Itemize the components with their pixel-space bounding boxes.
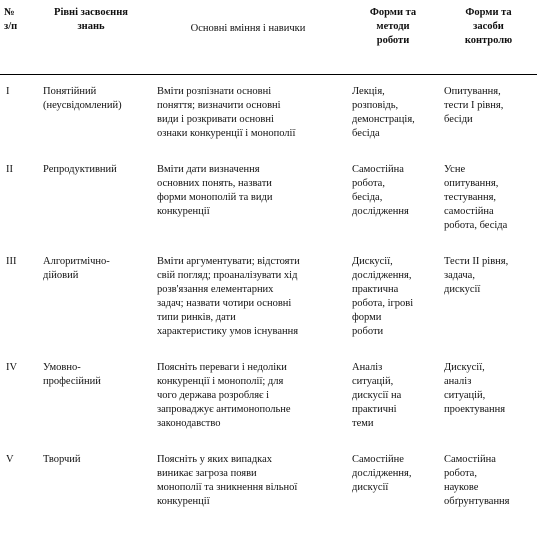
row-level (32, 75, 150, 154)
cell-line: поняття; визначити основні (157, 100, 281, 111)
row-skills (150, 443, 346, 533)
table-row (0, 351, 537, 443)
cell-line: Понятійний (43, 86, 97, 97)
row-skills (150, 351, 346, 443)
header-line: Форми та (465, 7, 512, 18)
table-row (0, 443, 537, 533)
cell-line: Умовно- (43, 362, 81, 373)
row-level (32, 443, 150, 533)
row-skills (150, 75, 346, 154)
cell-line: конкуренції (157, 206, 210, 217)
cell-line: Вміти аргументувати; відстояти (157, 256, 300, 267)
cell-line: Аналіз (352, 362, 383, 373)
cell-line: форми монополій та види (157, 192, 273, 203)
cell-line: (неусвідомлений) (43, 100, 122, 111)
cell-line: Алгоритмічно- (43, 256, 110, 267)
cell-line: Вміти дати визначення (157, 164, 260, 175)
cell-line: характеристику умов існування (157, 326, 299, 337)
row-methods (346, 351, 440, 443)
row-methods (346, 245, 440, 351)
cell-line: типи ринків, дати (157, 312, 236, 323)
header-line: Основні вміння і навички (190, 23, 306, 34)
cell-line: робота, бесіда (444, 220, 508, 231)
header-line: Рівні засвоєння (54, 7, 128, 18)
cell-line: тестування, (444, 192, 497, 203)
header-level (32, 0, 150, 75)
cell-line: Дискусії, (444, 362, 485, 373)
cell-line: конкуренції і монополії; для (157, 376, 284, 387)
cell-line: обґрунтування (444, 496, 510, 507)
cell-line: Самостійна (352, 164, 404, 175)
cell-line: дійовий (43, 270, 79, 281)
cell-line: задача, (444, 270, 475, 281)
cell-line: розв'язання елементарних (157, 284, 274, 295)
cell-line: практичні (352, 404, 397, 415)
cell-line: дискусії (352, 482, 389, 493)
cell-line: дискусії (444, 284, 481, 295)
header-line: Форми та (369, 7, 417, 18)
cell-line: практична (352, 284, 399, 295)
cell-line: запроваджує антимонопольне (157, 404, 291, 415)
table-row (0, 75, 537, 154)
cell-line: чого держава розробляє і (157, 390, 270, 401)
cell-line: дослідження, (352, 468, 412, 479)
row-number: IV (6, 362, 18, 373)
row-level (32, 153, 150, 245)
header-line: № (4, 7, 15, 18)
row-skills (150, 153, 346, 245)
header-skills (150, 0, 346, 75)
header-line: контролю (464, 35, 513, 46)
cell-line: тести I рівня, (444, 100, 504, 111)
row-control (440, 75, 537, 154)
row-control (440, 153, 537, 245)
cell-line: теми (352, 418, 374, 429)
row-methods (346, 153, 440, 245)
cell-line: основних понять, назвати (157, 178, 272, 189)
cell-line: ознаки конкуренції і монополії (157, 128, 296, 139)
cell-line: аналіз (444, 376, 472, 387)
cell-line: професійний (43, 376, 101, 387)
header-line: роботи (376, 35, 410, 46)
cell-line: дослідження, (352, 270, 412, 281)
row-control (440, 351, 537, 443)
cell-line: опитування, (444, 178, 499, 189)
cell-line: конкуренції (157, 496, 210, 507)
header-line: з/п (4, 21, 18, 32)
header-line: методи (376, 21, 410, 32)
row-number: II (6, 164, 13, 175)
cell-line: види і розкривати основні (157, 114, 274, 125)
cell-line: Самостійне (352, 454, 404, 465)
cell-line: ситуацій, (444, 390, 486, 401)
cell-line: ситуацій, (352, 376, 394, 387)
row-level (32, 245, 150, 351)
cell-line: бесіда, (352, 192, 383, 203)
cell-line: монополії та зникнення вільної (157, 482, 298, 493)
cell-line: форми (352, 312, 382, 323)
header-line: засоби (473, 21, 504, 32)
cell-line: Усне (444, 164, 466, 175)
cell-line: Вміти розпізнати основні (157, 86, 272, 97)
cell-line: робота, (444, 468, 477, 479)
row-methods (346, 443, 440, 533)
cell-line: Самостійна (444, 454, 496, 465)
cell-line: виникає загроза появи (157, 468, 257, 479)
row-control (440, 443, 537, 533)
row-number: III (6, 256, 17, 267)
cell-line: Поясніть у яких випадках (157, 454, 273, 465)
table-header-row (0, 0, 537, 75)
cell-line: робота, ігрові (352, 298, 414, 309)
cell-line: роботи (352, 326, 384, 337)
cell-line: робота, (352, 178, 385, 189)
header-line: знань (77, 21, 105, 32)
cell-line: Творчий (43, 454, 81, 465)
table-row (0, 245, 537, 351)
cell-line: дослідження (352, 206, 409, 217)
row-skills (150, 245, 346, 351)
row-number: I (6, 86, 10, 97)
cell-line: самостійна (444, 206, 494, 217)
cell-line: Тести II рівня, (444, 256, 509, 267)
cell-line: Дискусії, (352, 256, 393, 267)
cell-line: бесіди (444, 114, 473, 125)
cell-line: проектування (444, 404, 506, 415)
row-number: V (6, 454, 14, 465)
row-control (440, 245, 537, 351)
cell-line: розповідь, (352, 100, 399, 111)
cell-line: Поясніть переваги і недоліки (157, 362, 287, 373)
header-number (0, 0, 32, 75)
cell-line: дискусії на (352, 390, 402, 401)
cell-line: бесіда (352, 128, 380, 139)
cell-line: Лекція, (352, 86, 385, 97)
cell-line: демонстрація, (352, 114, 415, 125)
row-level (32, 351, 150, 443)
header-control (440, 0, 537, 75)
cell-line: свій погляд; проаналізувати хід (157, 270, 298, 281)
cell-line: наукове (444, 482, 479, 493)
cell-line: Репродуктивний (43, 164, 117, 175)
cell-line: Опитування, (444, 86, 501, 97)
row-methods (346, 75, 440, 154)
header-methods (346, 0, 440, 75)
cell-line: задач; назвати чотири основні (157, 298, 292, 309)
cell-line: законодавство (157, 418, 221, 429)
table-row (0, 153, 537, 245)
